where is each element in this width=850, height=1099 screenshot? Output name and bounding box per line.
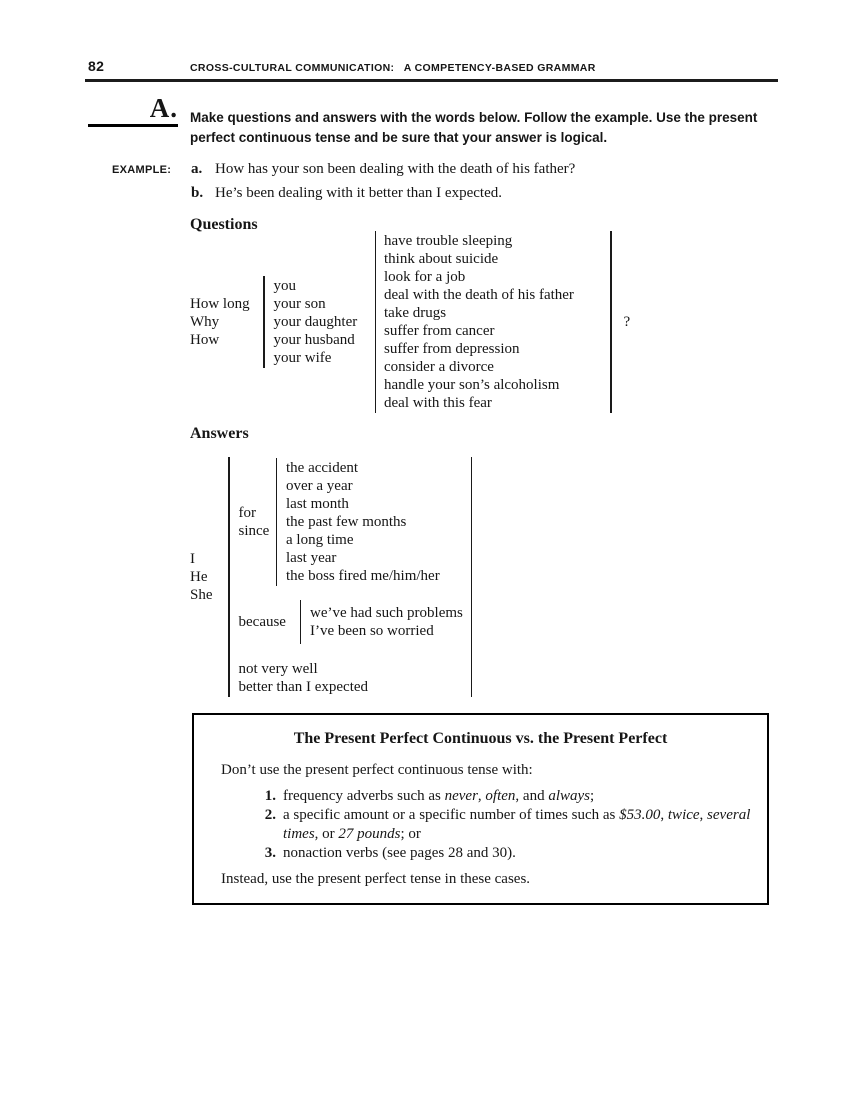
subject-option: your husband: [273, 332, 355, 348]
example-list: [191, 160, 766, 208]
predicate-option: consider a divorce: [384, 359, 494, 375]
because-label: because: [238, 614, 286, 630]
predicate-option: look for a job: [384, 269, 466, 285]
time-phrase: last year: [286, 550, 337, 566]
grammar-box-item: [256, 787, 767, 806]
answers-content-column: [230, 458, 471, 696]
grammar-box-intro: Don’t use the present perfect continuous tense with:: [221, 762, 533, 778]
example-marker-b: b.: [191, 185, 204, 201]
vertical-rule: [610, 231, 612, 413]
subject-option: your daughter: [273, 314, 358, 330]
because-phrase: I’ve been so worried: [310, 623, 434, 639]
exercise-instructions: Make questions and answers with the words below. Follow the example. Use the present perfect continuous tense and be sure that your answer is logical.: [190, 110, 758, 145]
list-text: frequency adverbs such as never, often, and always;: [283, 787, 595, 804]
for-since-group: [239, 458, 471, 586]
time-phrase: last month: [286, 496, 349, 512]
vertical-rule: [276, 458, 278, 586]
manner-group: [239, 660, 471, 696]
grammar-box-outro: Instead, use the present perfect tense in these cases.: [221, 870, 531, 887]
grammar-box-item: [256, 806, 767, 843]
grammar-box-title: The Present Perfect Continuous vs. the Present Perfect: [293, 730, 668, 747]
subject-option: He: [190, 569, 208, 585]
answers-subject-column: [190, 550, 228, 604]
grammar-box-list: [256, 787, 767, 863]
exercise-letter: A.: [88, 92, 178, 127]
question-mark: ?: [623, 313, 631, 330]
because-phrase-column: [310, 604, 463, 640]
example-text-a: How has your son been dealing with the death of his father?: [215, 161, 576, 177]
grammar-note-box: [192, 713, 769, 905]
predicate-option: suffer from cancer: [384, 323, 495, 339]
time-phrase: the accident: [286, 460, 359, 476]
answers-heading: Answers: [190, 425, 249, 442]
because-group: [239, 600, 471, 644]
example-item-a: [191, 160, 766, 178]
predicate-option: think about suicide: [384, 251, 499, 267]
time-phrase-column: [286, 459, 440, 585]
list-number: 1.: [264, 787, 276, 804]
list-number: 2.: [264, 807, 276, 823]
time-phrase: over a year: [286, 478, 353, 494]
list-text: a specific amount or a specific number of times such as $53.00, twice, several times, or 27 pounds; or: [283, 807, 751, 842]
example-marker-a: a.: [191, 161, 203, 177]
wh-word: Why: [190, 314, 220, 330]
example-label: EXAMPLE:: [112, 164, 172, 176]
time-connector: for: [238, 505, 256, 521]
questions-table: [190, 231, 630, 413]
list-text: nonaction verbs (see pages 28 and 30).: [283, 845, 516, 861]
time-connector-column: [239, 504, 276, 540]
manner-phrase: better than I expected: [238, 679, 369, 695]
time-connector: since: [238, 523, 270, 539]
wh-word: How long: [190, 296, 250, 312]
because-phrase: we’ve had such problems: [310, 605, 463, 621]
time-phrase: a long time: [286, 532, 354, 548]
vertical-rule: [471, 457, 473, 697]
subject-option: She: [190, 587, 213, 603]
predicate-option: handle your son’s alcoholism: [384, 377, 560, 393]
wh-word: How: [190, 332, 220, 348]
subject-option: I: [190, 551, 195, 567]
questions-wh-column: [190, 295, 263, 349]
page-number: 82: [88, 58, 105, 74]
predicate-option: suffer from depression: [384, 341, 520, 357]
vertical-rule: [263, 276, 265, 368]
example-item-b: [191, 184, 766, 202]
time-phrase: the past few months: [286, 514, 407, 530]
manner-phrase: not very well: [238, 661, 318, 677]
predicate-option: have trouble sleeping: [384, 233, 513, 249]
predicate-option: deal with the death of his father: [384, 287, 574, 303]
header-rule: [85, 79, 778, 82]
subject-option: your wife: [273, 350, 332, 366]
grammar-box-item: [256, 844, 767, 863]
vertical-rule: [375, 231, 377, 413]
questions-heading: Questions: [190, 216, 258, 233]
predicate-option: take drugs: [384, 305, 447, 321]
list-number: 3.: [264, 845, 276, 861]
example-text-b: He’s been dealing with it better than I expected.: [215, 185, 502, 201]
subject-option: you: [273, 278, 296, 294]
questions-predicate-column: [384, 232, 610, 412]
vertical-rule: [300, 600, 302, 644]
running-head: CROSS-CULTURAL COMMUNICATION: A COMPETENCY-BASED GRAMMAR: [190, 62, 596, 74]
predicate-option: deal with this fear: [384, 395, 492, 411]
answers-table: [190, 457, 472, 697]
time-phrase: the boss fired me/him/her: [286, 568, 440, 584]
questions-subject-column: [274, 277, 375, 367]
subject-option: your son: [273, 296, 326, 312]
